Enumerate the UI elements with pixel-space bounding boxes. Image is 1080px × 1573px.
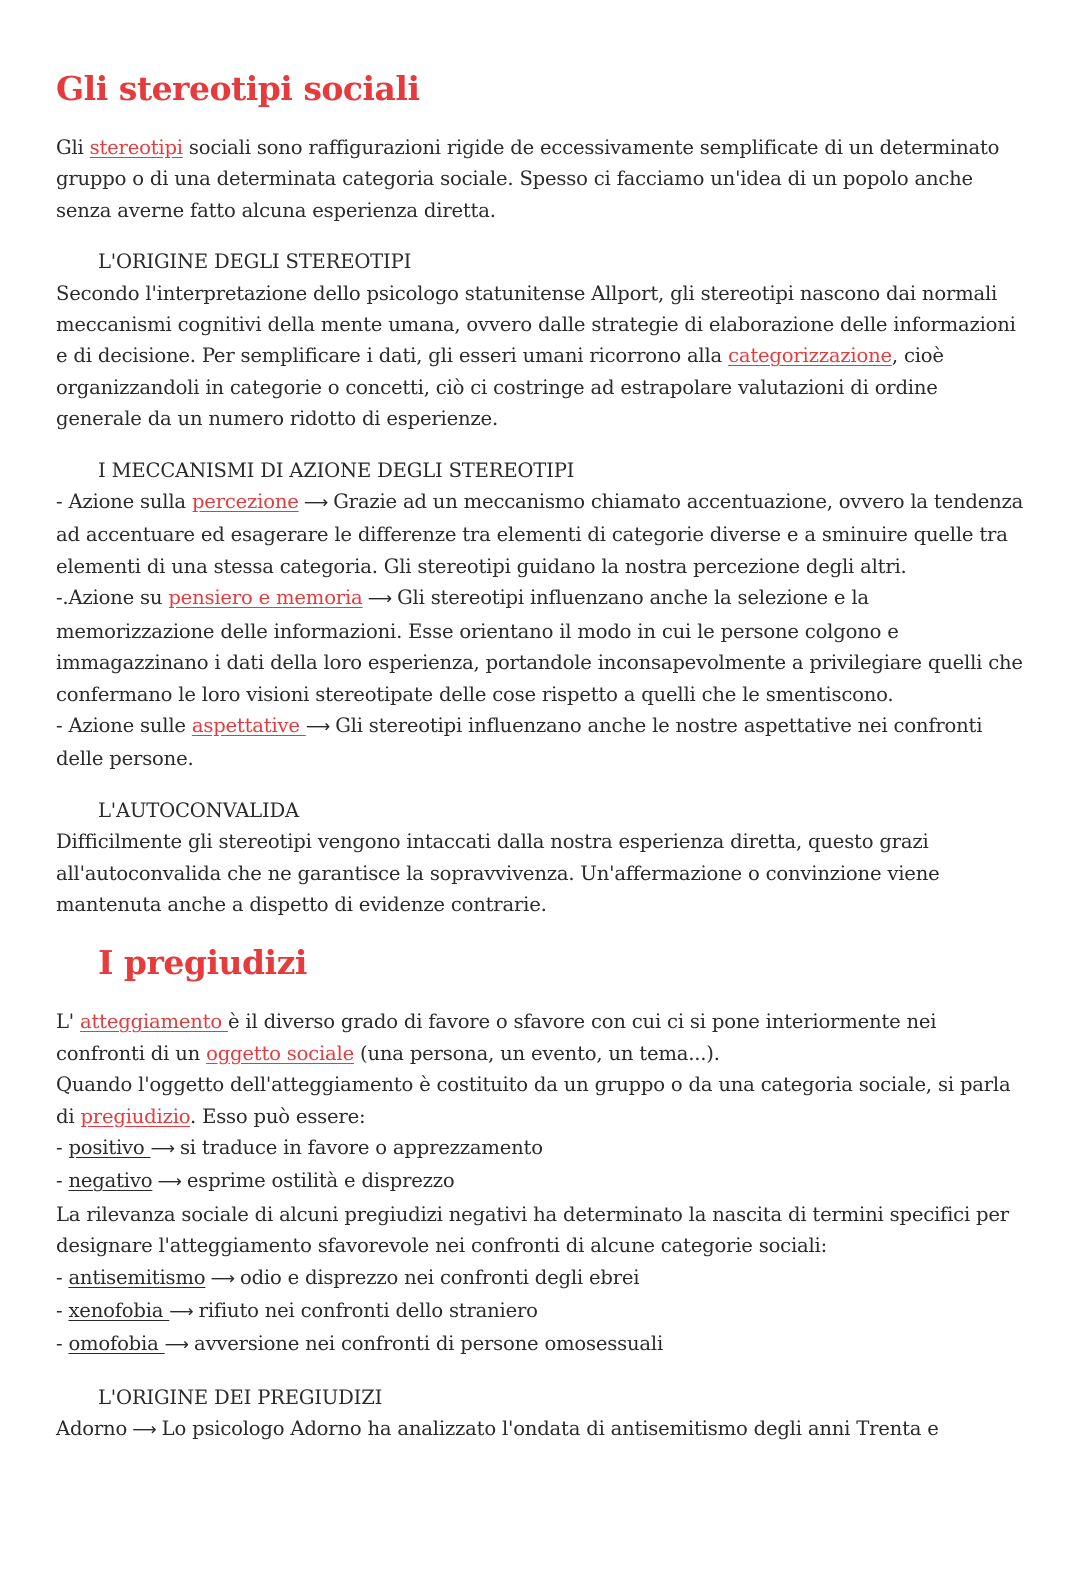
text: - — [56, 1265, 69, 1289]
autoconvalida-paragraph: Difficilmente gli stereotipi vengono intaccati dalla nostra esperienza diretta, questo grazi all'autoconvalida che ne garantisce la sopravvivenza. Un'affermazione o convinzione viene mantenuta anche a dispetto di evidenze contrarie. — [56, 830, 940, 916]
text: - — [56, 1135, 69, 1159]
term-xenofobia: xenofobia — [68, 1299, 170, 1322]
arrow-icon: ⟶ — [152, 1172, 187, 1193]
subheading-origin-prejudice: L'ORIGINE DEI PREGIUDIZI — [98, 1385, 383, 1409]
list-item — [56, 1295, 1024, 1328]
text: (una persona, un evento, un tema...). — [354, 1041, 720, 1065]
text: Gli stereotipi influenzano anche la selezione e la memorizzazione delle informazioni. Esse orientano il modo in cui le persone colgono e immagazzinano i dati della loro esperienza, portandole inconsapevolmente a privilegiare quelli che confermano le loro visioni stereotipate delle cose rispetto a quelli che le smentiscono. — [56, 586, 1023, 706]
prejudice-paragraph — [56, 1069, 1024, 1132]
keyword-oggetto-sociale: oggetto sociale — [206, 1041, 354, 1065]
keyword-percezione: percezione — [191, 490, 299, 514]
list-item — [56, 1132, 1024, 1165]
text: Lo psicologo Adorno ha analizzato l'ondata di antisemitismo degli anni Trenta e — [161, 1417, 939, 1441]
text: - Azione sulla — [56, 490, 192, 514]
text: odio e disprezzo nei confronti degli ebrei — [239, 1265, 640, 1289]
keyword-pregiudizio: pregiudizio — [80, 1104, 191, 1128]
arrow-icon: ⟶ — [169, 1302, 199, 1322]
origin-paragraph — [56, 278, 1024, 435]
text: - — [56, 1332, 69, 1356]
keyword-atteggiamento: atteggiamento — [80, 1010, 228, 1034]
text: . Esso può essere: — [190, 1104, 366, 1128]
keyword-aspettative: aspettative — [191, 713, 306, 737]
subheading-origin-stereotypes: L'ORIGINE DEGLI STEREOTIPI — [98, 250, 412, 274]
list-item — [56, 1262, 1024, 1295]
arrow-icon: ⟶ — [205, 1268, 240, 1289]
text: Adorno — [56, 1417, 128, 1441]
text: -.Azione su — [56, 586, 169, 610]
text: avversione nei confronti di persone omosessuali — [193, 1332, 664, 1356]
section-title-stereotypes: Gli stereotipi sociali — [56, 69, 420, 108]
relevance-paragraph: La rilevanza sociale di alcuni pregiudizi negativi ha determinato la nascita di termini specifici per designare l'atteggiamento sfavorevole nei confronti di alcune categorie sociali: — [56, 1202, 1009, 1258]
text: Gli — [56, 136, 90, 159]
section-title-prejudice: I pregiudizi — [98, 943, 307, 983]
text: Quando l'oggetto dell'atteggiamento è costituito da un gruppo o da una categoria sociale, si parla di — [56, 1073, 1011, 1128]
list-item — [56, 1328, 1024, 1361]
mechanisms-list — [56, 486, 1024, 775]
text: rifiuto nei confronti dello straniero — [198, 1299, 538, 1322]
arrow-icon: ⟶ — [298, 493, 334, 514]
list-item — [56, 582, 1024, 710]
arrow-icon: ⟶ — [362, 589, 398, 610]
text: - — [56, 1299, 69, 1322]
list-item — [56, 486, 1024, 582]
keyword-pensiero-memoria: pensiero e memoria — [168, 586, 363, 610]
text: Gli stereotipi influenzano anche le nostre aspettative nei confronti delle persone. — [56, 713, 983, 771]
keyword-stereotipi: stereotipi — [89, 136, 183, 159]
text: L' — [56, 1010, 81, 1034]
arrow-icon: ⟶ — [127, 1420, 162, 1441]
text: Grazie ad un meccanismo chiamato accentuazione, ovvero la tendenza ad accentuare ed esagerare le differenze tra elementi di categorie diverse e a sminuire quelle tra elementi di una stessa categoria. Gli stereotipi guidano la nostra percezione degli altri. — [56, 490, 1024, 578]
text: è il diverso grado di favore o sfavore con cui ci si pone interiormente nei confronti di un — [56, 1010, 937, 1065]
arrow-icon: ⟶ — [164, 1335, 194, 1356]
keyword-categorizzazione: categorizzazione — [728, 344, 892, 368]
term-positivo: positivo — [68, 1135, 151, 1159]
text: - Azione sulle — [56, 713, 192, 737]
text: sociali sono raffigurazioni rigide de eccessivamente semplificate di un determinato gruppo o di una determinata categoria sociale. Spesso ci facciamo un'idea di un popolo anche senza averne fatto alcuna esperienza diretta. — [56, 136, 1000, 222]
term-negativo: negativo — [68, 1169, 153, 1193]
attitude-paragraph — [56, 1006, 1024, 1069]
list-item — [56, 710, 1024, 775]
text: - — [56, 1169, 69, 1193]
arrow-icon: ⟶ — [305, 716, 336, 737]
term-antisemitismo: antisemitismo — [68, 1265, 206, 1289]
term-omofobia: omofobia — [68, 1332, 165, 1356]
text: , cioè organizzandoli in categorie o concetti, ciò ci costringe ad estrapolare valutazioni di ordine generale da un numero ridotto di esperienze. — [56, 344, 944, 431]
text: esprime ostilità e disprezzo — [186, 1169, 455, 1193]
arrow-icon: ⟶ — [150, 1138, 180, 1159]
list-item — [56, 1165, 1024, 1198]
intro-paragraph — [56, 132, 1024, 226]
prejudice-body — [56, 1006, 1024, 1361]
text: si traduce in favore o apprezzamento — [179, 1135, 543, 1159]
text: Secondo l'interpretazione dello psicologo statunitense Allport, gli stereotipi nascono dai normali meccanismi cognitivi della mente umana, ovvero dalle strategie di elaborazione delle informazioni e di decisione. Per semplificare i dati, gli esseri umani ricorrono alla — [56, 281, 1016, 368]
subheading-mechanisms: I MECCANISMI DI AZIONE DEGLI STEREOTIPI — [98, 458, 575, 482]
subheading-autoconvalida: L'AUTOCONVALIDA — [98, 798, 299, 822]
adorno-paragraph — [56, 1413, 1024, 1446]
